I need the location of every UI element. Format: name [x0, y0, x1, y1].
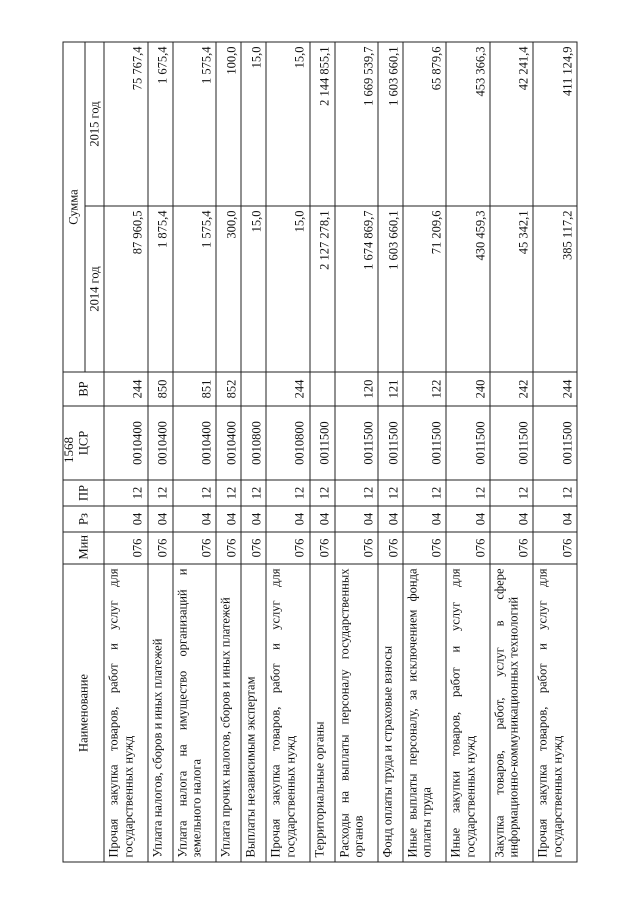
row-vr: 122 — [403, 372, 446, 406]
row-min: 076 — [446, 532, 489, 564]
row-name: Прочая закупка товаров, работ и услуг для государственных нужд — [266, 564, 309, 862]
row-name: Территориальные органы — [310, 564, 335, 862]
header-2015: 2015 год — [85, 42, 104, 206]
row-sum-2014: 1 575,4 — [173, 206, 216, 372]
row-rz: 04 — [104, 506, 147, 532]
row-vr — [310, 372, 335, 406]
row-name: Уплата прочих налогов, сборов и иных платежей — [216, 564, 241, 862]
row-csr: 0010800 — [266, 406, 309, 480]
row-name: Прочая закупка товаров, работ и услуг для государственных нужд — [533, 564, 577, 862]
table-row — [173, 42, 216, 862]
row-name: Иные выплаты персоналу, за исключением фонда оплаты труда — [403, 564, 446, 862]
row-csr: 0011500 — [490, 406, 533, 480]
row-csr: 0010400 — [216, 406, 241, 480]
row-sum-2015: 15,0 — [266, 42, 309, 206]
row-rz: 04 — [216, 506, 241, 532]
row-name: Выплаты независимым экспертам — [241, 564, 266, 862]
row-pr: 12 — [403, 480, 446, 506]
row-min: 076 — [266, 532, 309, 564]
table-row — [104, 42, 147, 862]
row-pr: 12 — [173, 480, 216, 506]
row-min: 076 — [378, 532, 403, 564]
row-sum-2015: 15,0 — [241, 42, 266, 206]
table-row — [148, 42, 173, 862]
table-row — [378, 42, 403, 862]
row-name: Закупка товаров, работ, услуг в сфере информационно-коммуникационных технологий — [490, 564, 533, 862]
table-row — [266, 42, 309, 862]
row-sum-2014: 71 209,6 — [403, 206, 446, 372]
row-sum-2015: 100,0 — [216, 42, 241, 206]
row-sum-2014: 430 459,3 — [446, 206, 489, 372]
row-sum-2014: 300,0 — [216, 206, 241, 372]
table-body — [104, 42, 577, 862]
row-pr: 12 — [446, 480, 489, 506]
row-csr: 0011500 — [533, 406, 577, 480]
row-vr: 244 — [533, 372, 577, 406]
row-csr: 0010400 — [148, 406, 173, 480]
row-min: 076 — [310, 532, 335, 564]
table-row — [533, 42, 577, 862]
row-rz: 04 — [490, 506, 533, 532]
table-row — [490, 42, 533, 862]
row-name: Прочая закупка товаров, работ и услуг для государственных нужд — [104, 564, 147, 862]
row-rz: 04 — [241, 506, 266, 532]
row-csr: 0011500 — [310, 406, 335, 480]
table-row — [403, 42, 446, 862]
row-pr: 12 — [335, 480, 378, 506]
row-sum-2014: 2 127 278,1 — [310, 206, 335, 372]
row-sum-2015: 1 675,4 — [148, 42, 173, 206]
row-min: 076 — [490, 532, 533, 564]
row-sum-2015: 411 124,9 — [533, 42, 577, 206]
row-rz: 04 — [148, 506, 173, 532]
row-min: 076 — [533, 532, 577, 564]
header-min: Мин — [63, 532, 104, 564]
header-vr: ВР — [63, 372, 104, 406]
row-csr: 0010400 — [104, 406, 147, 480]
row-min: 076 — [173, 532, 216, 564]
row-vr: 121 — [378, 372, 403, 406]
row-pr: 12 — [310, 480, 335, 506]
page-number: 1568 — [61, 437, 76, 463]
row-csr: 0011500 — [378, 406, 403, 480]
row-min: 076 — [148, 532, 173, 564]
row-rz: 04 — [378, 506, 403, 532]
row-vr: 244 — [266, 372, 309, 406]
row-pr: 12 — [104, 480, 147, 506]
row-rz: 04 — [310, 506, 335, 532]
row-pr: 12 — [490, 480, 533, 506]
row-csr: 0011500 — [403, 406, 446, 480]
header-csr: ЦСР — [63, 406, 104, 480]
row-pr: 12 — [378, 480, 403, 506]
row-vr: 852 — [216, 372, 241, 406]
row-vr: 120 — [335, 372, 378, 406]
row-min: 076 — [403, 532, 446, 564]
header-sum: Сумма — [63, 42, 85, 372]
row-csr: 0010800 — [241, 406, 266, 480]
table-row — [216, 42, 241, 862]
row-rz: 04 — [266, 506, 309, 532]
row-sum-2014: 15,0 — [241, 206, 266, 372]
row-rz: 04 — [173, 506, 216, 532]
row-sum-2015: 1 669 539,7 — [335, 42, 378, 206]
row-sum-2015: 65 879,6 — [403, 42, 446, 206]
row-vr: 242 — [490, 372, 533, 406]
row-sum-2015: 1 603 660,1 — [378, 42, 403, 206]
row-min: 076 — [335, 532, 378, 564]
header-rz: Рз — [63, 506, 104, 532]
row-min: 076 — [241, 532, 266, 564]
table-row — [241, 42, 266, 862]
row-name: Иные закупки товаров, работ и услуг для государственных нужд — [446, 564, 489, 862]
row-rz: 04 — [533, 506, 577, 532]
row-min: 076 — [104, 532, 147, 564]
budget-table — [63, 41, 578, 862]
row-pr: 12 — [266, 480, 309, 506]
row-sum-2015: 1 575,4 — [173, 42, 216, 206]
row-name: Уплата налогов, сборов и иных платежей — [148, 564, 173, 862]
row-vr: 240 — [446, 372, 489, 406]
row-sum-2015: 42 241,4 — [490, 42, 533, 206]
row-sum-2014: 1 603 660,1 — [378, 206, 403, 372]
row-sum-2015: 2 144 855,1 — [310, 42, 335, 206]
row-name: Расходы на выплаты персоналу государственных органов — [335, 564, 378, 862]
rotated-page — [63, 42, 578, 862]
table-header — [63, 42, 104, 862]
row-vr: 244 — [104, 372, 147, 406]
row-sum-2014: 385 117,2 — [533, 206, 577, 372]
table-row — [310, 42, 335, 862]
row-sum-2015: 75 767,4 — [104, 42, 147, 206]
row-sum-2015: 453 366,3 — [446, 42, 489, 206]
row-csr: 0010400 — [173, 406, 216, 480]
row-rz: 04 — [403, 506, 446, 532]
row-name: Фонд оплаты труда и страховые взносы — [378, 564, 403, 862]
row-vr: 851 — [173, 372, 216, 406]
header-pr: ПР — [63, 480, 104, 506]
row-sum-2014: 1 674 869,7 — [335, 206, 378, 372]
row-pr: 12 — [241, 480, 266, 506]
row-rz: 04 — [446, 506, 489, 532]
table-row — [446, 42, 489, 862]
row-csr: 0011500 — [446, 406, 489, 480]
row-vr — [241, 372, 266, 406]
header-name: Наименование — [63, 564, 104, 862]
table-row — [335, 42, 378, 862]
row-sum-2014: 1 875,4 — [148, 206, 173, 372]
row-name: Уплата налога на имущество организаций и земельного налога — [173, 564, 216, 862]
row-sum-2014: 87 960,5 — [104, 206, 147, 372]
row-rz: 04 — [335, 506, 378, 532]
row-sum-2014: 45 342,1 — [490, 206, 533, 372]
row-pr: 12 — [148, 480, 173, 506]
row-min: 076 — [216, 532, 241, 564]
row-vr: 850 — [148, 372, 173, 406]
row-csr: 0011500 — [335, 406, 378, 480]
row-pr: 12 — [533, 480, 577, 506]
header-2014: 2014 год — [85, 206, 104, 372]
row-sum-2014: 15,0 — [266, 206, 309, 372]
row-pr: 12 — [216, 480, 241, 506]
